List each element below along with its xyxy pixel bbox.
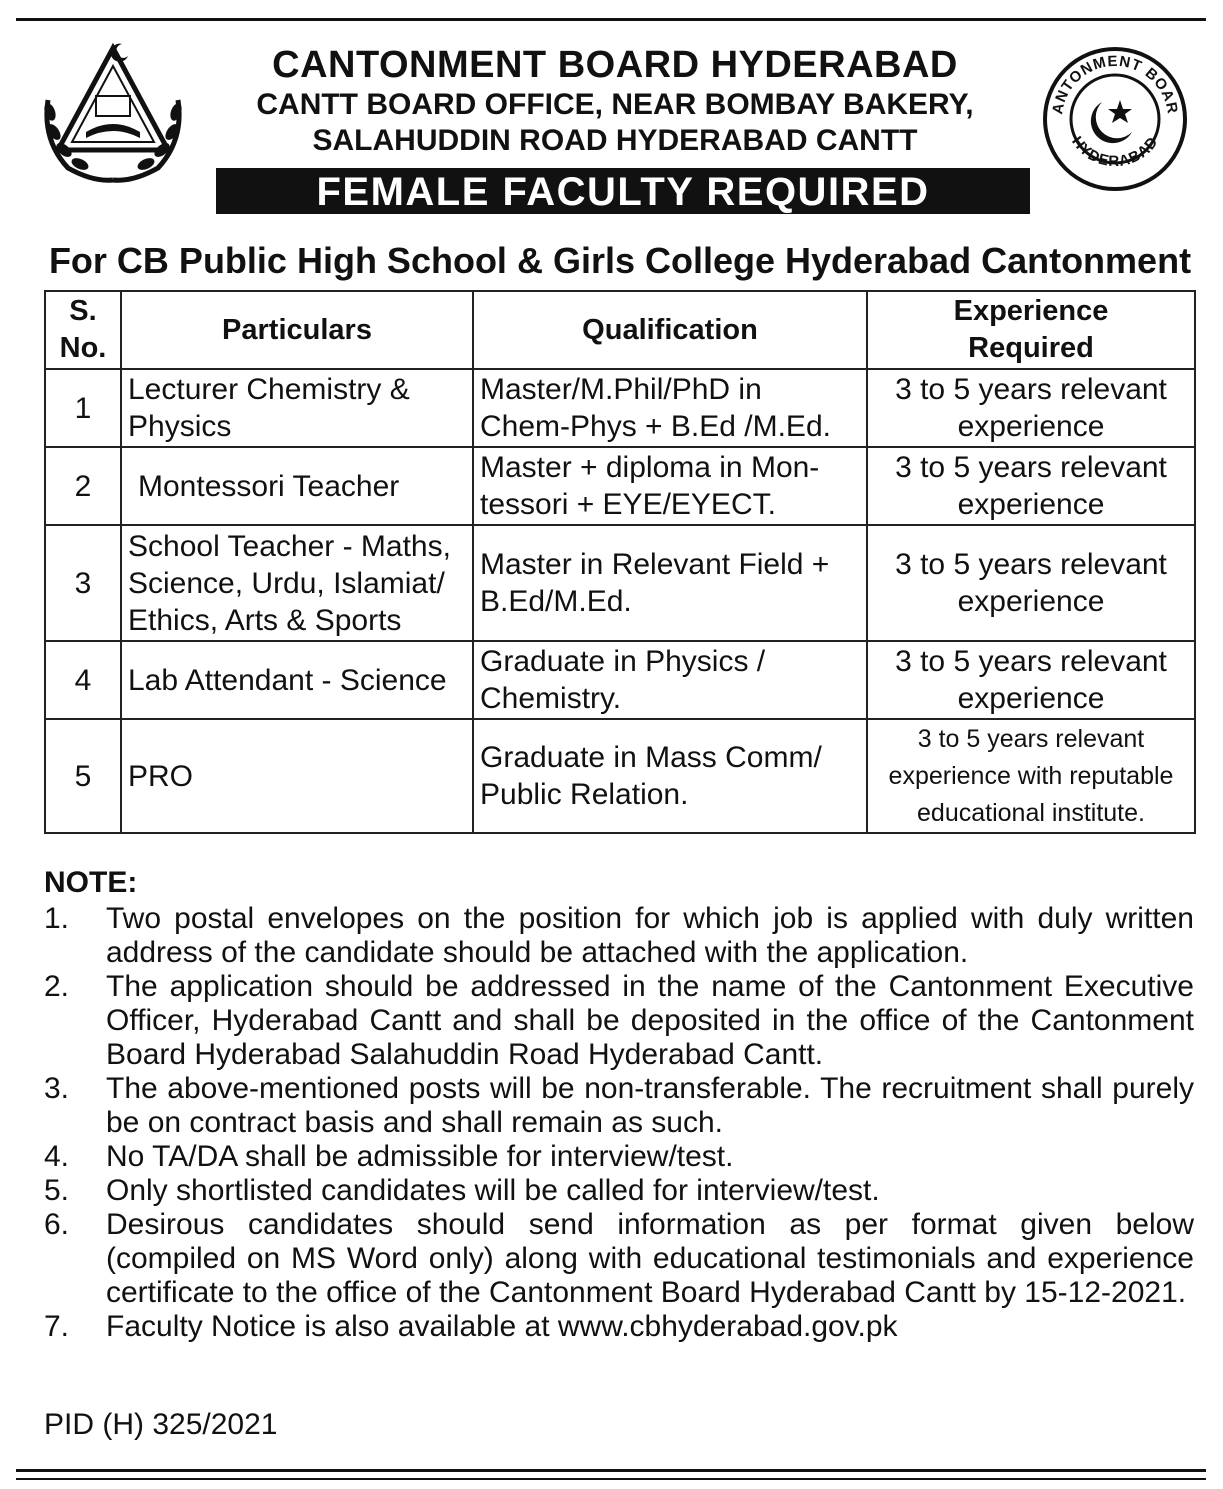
note-text: Desirous candidates should send information as per format given below (compiled on MS Word only) along with educational testimonials and experience certificate to the office of the Cantonment Board Hyderabad Cantt by 15-12-2021. — [106, 1208, 1194, 1309]
header-qualification: Qualification — [473, 291, 867, 369]
note-number: 5. — [44, 1174, 70, 1207]
cell-experience: 3 to 5 years relevant experience — [867, 641, 1195, 719]
crescent-icon — [1091, 102, 1132, 143]
cantonment-emblem-logo — [38, 40, 188, 185]
list-item — [44, 1208, 1194, 1310]
cell-no: 2 — [45, 447, 121, 525]
cell-no: 1 — [45, 369, 121, 447]
cell-no: 5 — [45, 719, 121, 833]
cell-qualification: Graduate in Mass Comm/ Public Relation. — [473, 719, 867, 833]
note-text: The above-mentioned posts will be non-transferable. The recruitment shall purely be on contract basis and shall remain as such. — [106, 1072, 1194, 1139]
cell-no: 3 — [45, 525, 121, 641]
school-subtitle: For CB Public High School & Girls College Hyderabad Cantonment — [48, 240, 1192, 281]
table-row — [45, 369, 1195, 447]
cell-experience: 3 to 5 years relevant experience — [867, 447, 1195, 525]
note-number: 7. — [44, 1310, 70, 1343]
note-text: Two postal envelopes on the position for which job is applied with duly written address of the candidate should be attached with the application. — [106, 902, 1194, 969]
vacancy-table — [44, 290, 1196, 834]
header-particulars: Particulars — [121, 291, 473, 369]
svg-text:CANTONMENT BOARD — [1040, 44, 1181, 116]
list-item — [44, 1072, 1194, 1140]
seal-top-text: ANTONMENT BOAR — [1049, 52, 1181, 116]
table-row — [45, 525, 1195, 641]
publication-id: PID (H) 325/2021 — [44, 1408, 278, 1441]
seal-bottom-text: HYDERABAD — [1068, 133, 1162, 171]
vacancy-banner: FEMALE FACULTY REQUIRED — [216, 168, 1030, 214]
address-line-1: CANTT BOARD OFFICE, NEAR BOMBAY BAKERY, — [256, 88, 974, 121]
cell-particulars: Lecturer Chemistry & Physics — [121, 369, 473, 447]
cell-qualification: Master/M.Phil/PhD in Chem-Phys + B.Ed /M.Ed. — [473, 369, 867, 447]
table-row — [45, 447, 1195, 525]
list-item — [44, 902, 1194, 970]
list-item — [44, 970, 1194, 1072]
list-item — [44, 1310, 1194, 1344]
table-row — [45, 719, 1195, 833]
notes-title: NOTE: — [44, 866, 138, 899]
cell-qualification: Graduate in Physics / Chemistry. — [473, 641, 867, 719]
note-number: 1. — [44, 902, 70, 935]
cell-particulars: PRO — [121, 719, 473, 833]
header-sno: S. No. — [45, 291, 121, 369]
cell-qualification: Master + diploma in Mon- tessori + EYE/EYECT. — [473, 447, 867, 525]
note-text: The application should be addressed in the name of the Cantonment Executive Officer, Hyderabad Cantt and shall be deposited in the office of the Cantonment Board Hyderabad Salahuddin Road Hyderabad Cantt. — [106, 970, 1194, 1071]
note-text: Only shortlisted candidates will be called for interview/test. — [106, 1174, 880, 1207]
cell-no: 4 — [45, 641, 121, 719]
note-number: 3. — [44, 1072, 70, 1105]
note-number: 2. — [44, 970, 70, 1003]
list-item — [44, 1140, 1194, 1174]
note-number: 6. — [44, 1208, 70, 1241]
table-row — [45, 641, 1195, 719]
note-number: 4. — [44, 1140, 70, 1173]
cell-particulars: School Teacher - Maths, Science, Urdu, Islamiat/ Ethics, Arts & Sports — [121, 525, 473, 641]
cell-experience: 3 to 5 years relevant experience with reputable educational institute. — [867, 719, 1195, 833]
cantonment-board-seal — [1040, 44, 1190, 194]
header-experience: Experience Required — [867, 291, 1195, 369]
bottom-rule — [16, 1478, 1206, 1480]
list-item — [44, 1174, 1194, 1208]
cell-particulars: Lab Attendant - Science — [121, 641, 473, 719]
cell-qualification: Master in Relevant Field + B.Ed/M.Ed. — [473, 525, 867, 641]
note-text: Faculty Notice is also available at www.cbhyderabad.gov.pk — [106, 1310, 898, 1343]
table-header-row — [45, 291, 1195, 369]
star-icon — [1108, 100, 1132, 123]
cell-particulars: Montessori Teacher — [121, 447, 473, 525]
cell-experience: 3 to 5 years relevant experience — [867, 369, 1195, 447]
board-title: CANTONMENT BOARD HYDERABAD — [272, 44, 958, 86]
note-text: No TA/DA shall be admissible for interview/test. — [106, 1140, 734, 1173]
address-line-2: SALAHUDDIN ROAD HYDERABAD CANTT — [312, 124, 918, 157]
notes-list — [44, 902, 1194, 1344]
cell-experience: 3 to 5 years relevant experience — [867, 525, 1195, 641]
